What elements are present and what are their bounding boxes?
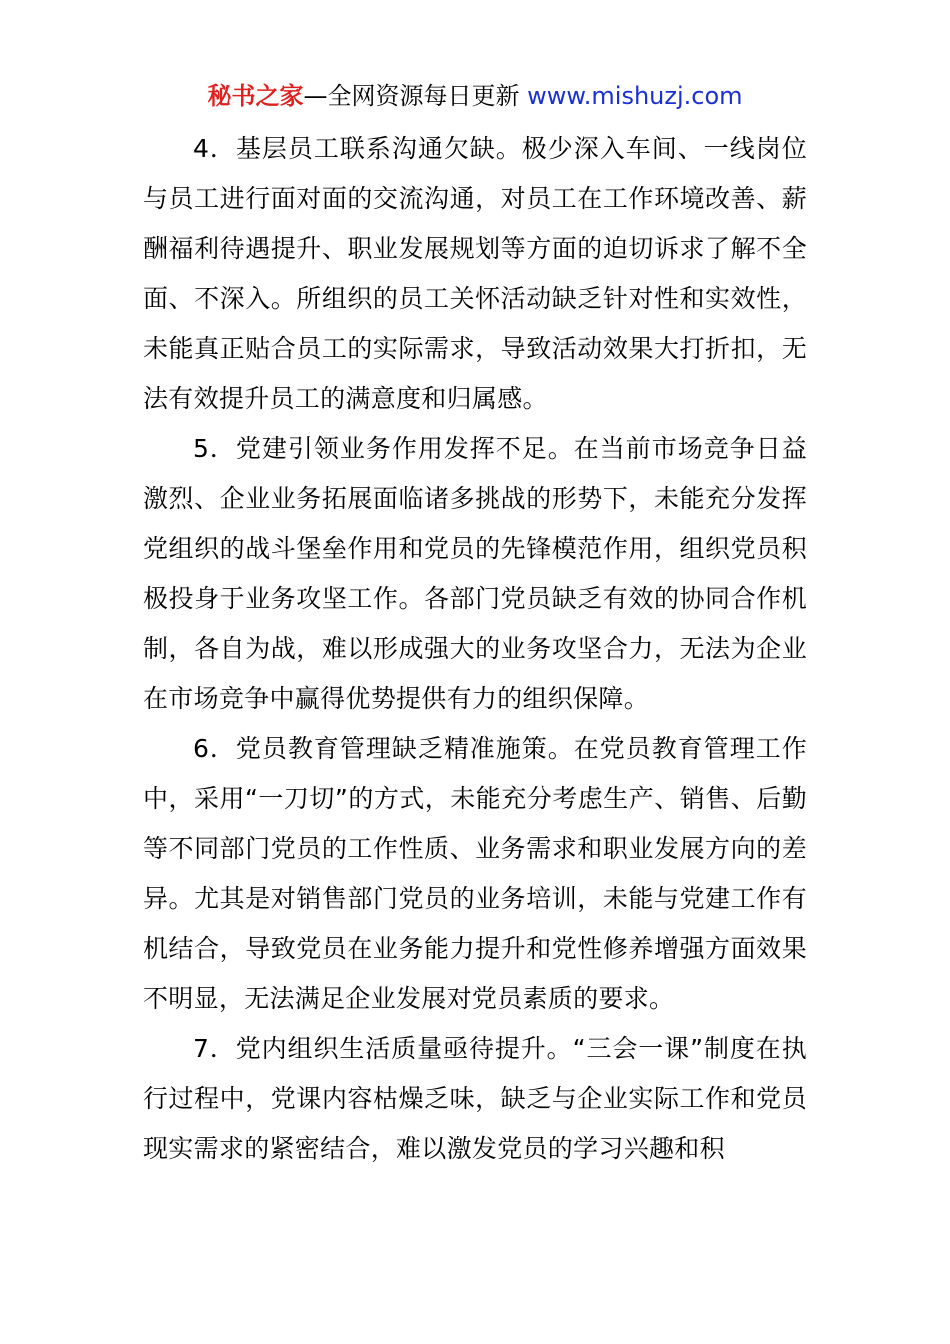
paragraph-item-5: 5．党建引领业务作用发挥不足。在当前市场竞争日益激烈、企业业务拓展面临诸多挑战的形势下，未能充分发挥党组织的战斗堡垒作用和党员的先锋模范作用，组织党员积极投身于业务攻坚工作。各部门党员缺乏有效的协同合作机制，各自为战，难以形成强大的业务攻坚合力，无法为企业在市场竞争中赢得优势提供有力的组织保障。 xyxy=(143,434,807,713)
paragraph-item-4: 4．基层员工联系沟通欠缺。极少深入车间、一线岗位与员工进行面对面的交流沟通，对员工在工作环境改善、薪酬福利待遇提升、职业发展规划等方面的迫切诉求了解不全面、不深入。所组织的员工关怀活动缺乏针对性和实效性，未能真正贴合员工的实际需求，导致活动效果大打折扣，无法有效提升员工的满意度和归属感。 xyxy=(143,134,807,413)
site-header xyxy=(0,80,950,112)
site-url-link[interactable]: www.mishuzj.com xyxy=(527,82,743,110)
site-tagline: —全网资源每日更新 xyxy=(303,82,528,110)
paragraph-item-6: 6．党员教育管理缺乏精准施策。在党员教育管理工作中，采用“一刀切”的方式，未能充分考虑生产、销售、后勤等不同部门党员的工作性质、业务需求和职业发展方向的差异。尤其是对销售部门党员的业务培训，未能与党建工作有机结合，导致党员在业务能力提升和党性修养增强方面效果不明显，无法满足企业发展对党员素质的要求。 xyxy=(143,734,807,1013)
paragraph-item-7: 7．党内组织生活质量亟待提升。“三会一课”制度在执行过程中，党课内容枯燥乏味，缺乏与企业实际工作和党员现实需求的紧密结合，难以激发党员的学习兴趣和积 xyxy=(143,1034,807,1163)
document-body xyxy=(143,124,807,1174)
site-brand: 秘书之家 xyxy=(207,82,304,110)
